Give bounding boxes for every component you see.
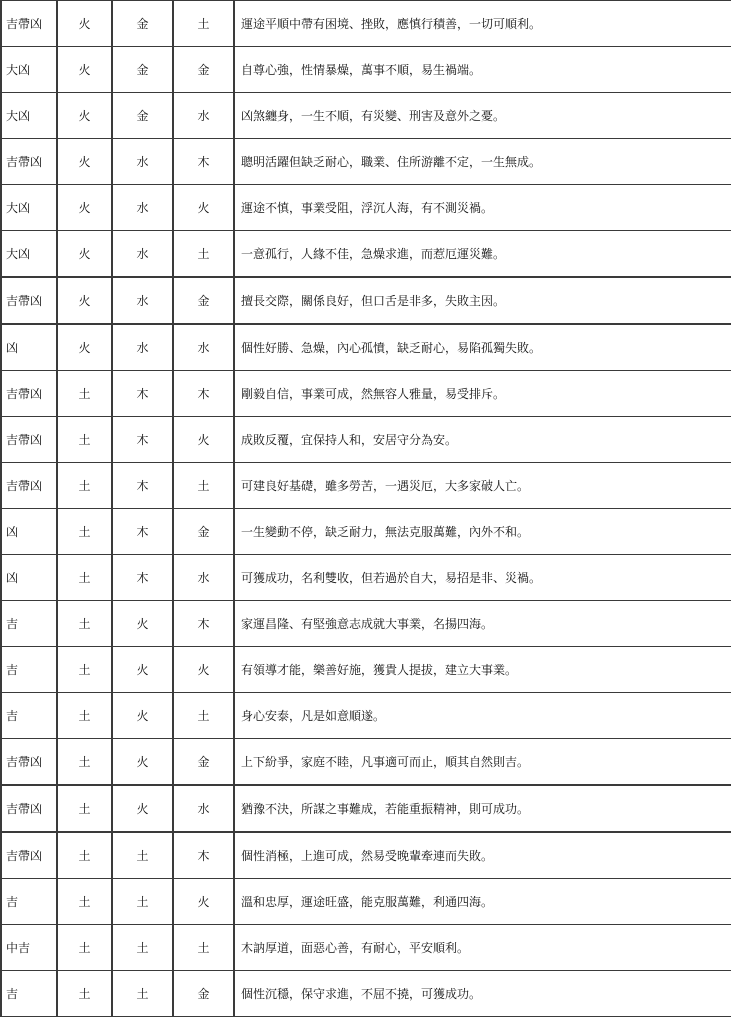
description-cell: 凶煞纏身，一生不順，有災變、刑害及意外之憂。 <box>234 93 731 139</box>
element-3-cell: 火 <box>173 879 234 925</box>
description-cell: 上下紛爭，家庭不睦，凡事適可而止，順其自然則吉。 <box>234 739 731 786</box>
element-2-cell: 木 <box>112 371 173 417</box>
verdict-cell: 吉帶凶 <box>1 785 57 832</box>
element-1-cell: 土 <box>57 832 112 879</box>
verdict-cell: 吉帶凶 <box>1 463 57 509</box>
description-cell: 一意孤行，人緣不佳，急燥求進，而惹厄運災難。 <box>234 231 731 278</box>
verdict-cell: 吉帶凶 <box>1 139 57 185</box>
element-1-cell: 土 <box>57 555 112 601</box>
description-cell: 成敗反覆，宜保持人和，安居守分為安。 <box>234 417 731 463</box>
verdict-cell: 中吉 <box>1 925 57 971</box>
element-2-cell: 金 <box>112 93 173 139</box>
element-2-cell: 土 <box>112 925 173 971</box>
fortune-table-body <box>1 1 731 1017</box>
table-row <box>1 647 731 693</box>
element-3-cell: 火 <box>173 417 234 463</box>
verdict-cell: 吉 <box>1 647 57 693</box>
table-row <box>1 1 731 47</box>
element-2-cell: 金 <box>112 1 173 47</box>
element-1-cell: 火 <box>57 139 112 185</box>
element-3-cell: 木 <box>173 601 234 647</box>
element-2-cell: 金 <box>112 47 173 93</box>
table-row <box>1 277 731 324</box>
element-2-cell: 木 <box>112 555 173 601</box>
element-2-cell: 土 <box>112 971 173 1017</box>
verdict-cell: 大凶 <box>1 93 57 139</box>
table-row <box>1 879 731 925</box>
element-3-cell: 水 <box>173 785 234 832</box>
element-1-cell: 土 <box>57 371 112 417</box>
element-3-cell: 土 <box>173 231 234 278</box>
element-1-cell: 土 <box>57 785 112 832</box>
verdict-cell: 大凶 <box>1 231 57 278</box>
element-2-cell: 土 <box>112 832 173 879</box>
element-3-cell: 水 <box>173 324 234 371</box>
element-2-cell: 火 <box>112 693 173 739</box>
description-cell: 身心安泰，凡是如意順遂。 <box>234 693 731 739</box>
table-row <box>1 739 731 786</box>
element-2-cell: 火 <box>112 785 173 832</box>
element-3-cell: 水 <box>173 555 234 601</box>
table-row <box>1 555 731 601</box>
table-row <box>1 601 731 647</box>
element-2-cell: 水 <box>112 324 173 371</box>
table-row <box>1 925 731 971</box>
verdict-cell: 吉帶凶 <box>1 371 57 417</box>
description-cell: 有領導才能，樂善好施，獲貴人提拔，建立大事業。 <box>234 647 731 693</box>
element-1-cell: 土 <box>57 463 112 509</box>
element-3-cell: 水 <box>173 93 234 139</box>
verdict-cell: 吉帶凶 <box>1 417 57 463</box>
verdict-cell: 吉 <box>1 971 57 1017</box>
element-3-cell: 土 <box>173 1 234 47</box>
table-row <box>1 832 731 879</box>
description-cell: 溫和忠厚，運途旺盛，能克服萬難，利通四海。 <box>234 879 731 925</box>
element-2-cell: 火 <box>112 601 173 647</box>
element-1-cell: 火 <box>57 277 112 324</box>
description-cell: 可建良好基礎，雖多勞苦，一遇災厄，大多家破人亡。 <box>234 463 731 509</box>
element-1-cell: 土 <box>57 417 112 463</box>
element-1-cell: 火 <box>57 1 112 47</box>
table-row <box>1 509 731 555</box>
table-row <box>1 185 731 231</box>
element-2-cell: 水 <box>112 185 173 231</box>
verdict-cell: 大凶 <box>1 185 57 231</box>
element-3-cell: 金 <box>173 739 234 786</box>
table-row <box>1 139 731 185</box>
description-cell: 運途平順中帶有困境、挫敗，應慎行積善，一切可順利。 <box>234 1 731 47</box>
element-1-cell: 火 <box>57 231 112 278</box>
description-cell: 個性消極，上進可成，然易受晚輩牽連而失敗。 <box>234 832 731 879</box>
element-2-cell: 木 <box>112 509 173 555</box>
element-3-cell: 木 <box>173 832 234 879</box>
verdict-cell: 凶 <box>1 509 57 555</box>
verdict-cell: 吉帶凶 <box>1 277 57 324</box>
table-row <box>1 231 731 278</box>
element-1-cell: 土 <box>57 925 112 971</box>
element-3-cell: 木 <box>173 139 234 185</box>
table-row <box>1 371 731 417</box>
description-cell: 運途不慎，事業受阻，浮沉人海，有不測災禍。 <box>234 185 731 231</box>
table-row <box>1 324 731 371</box>
verdict-cell: 吉帶凶 <box>1 739 57 786</box>
verdict-cell: 大凶 <box>1 47 57 93</box>
description-cell: 一生變動不停，缺乏耐力，無法克服萬難，內外不和。 <box>234 509 731 555</box>
element-1-cell: 土 <box>57 601 112 647</box>
element-3-cell: 火 <box>173 185 234 231</box>
verdict-cell: 吉 <box>1 693 57 739</box>
element-1-cell: 土 <box>57 879 112 925</box>
table-row <box>1 93 731 139</box>
element-3-cell: 金 <box>173 277 234 324</box>
table-row <box>1 785 731 832</box>
element-3-cell: 金 <box>173 509 234 555</box>
table-row <box>1 971 731 1017</box>
element-1-cell: 火 <box>57 93 112 139</box>
element-1-cell: 土 <box>57 509 112 555</box>
table-row <box>1 417 731 463</box>
table-row <box>1 463 731 509</box>
verdict-cell: 吉 <box>1 601 57 647</box>
verdict-cell: 吉帶凶 <box>1 1 57 47</box>
verdict-cell: 吉帶凶 <box>1 832 57 879</box>
element-1-cell: 土 <box>57 693 112 739</box>
description-cell: 擅長交際，關係良好，但口舌是非多，失敗主因。 <box>234 277 731 324</box>
element-2-cell: 火 <box>112 647 173 693</box>
verdict-cell: 凶 <box>1 324 57 371</box>
element-3-cell: 金 <box>173 47 234 93</box>
table-row <box>1 693 731 739</box>
element-2-cell: 火 <box>112 739 173 786</box>
verdict-cell: 吉 <box>1 879 57 925</box>
element-3-cell: 木 <box>173 371 234 417</box>
element-3-cell: 土 <box>173 925 234 971</box>
element-3-cell: 火 <box>173 647 234 693</box>
verdict-cell: 凶 <box>1 555 57 601</box>
element-2-cell: 水 <box>112 277 173 324</box>
description-cell: 聰明活躍但缺乏耐心，職業、住所游離不定，一生無成。 <box>234 139 731 185</box>
element-2-cell: 土 <box>112 879 173 925</box>
element-1-cell: 火 <box>57 47 112 93</box>
description-cell: 剛毅自信，事業可成，然無容人雅量，易受排斥。 <box>234 371 731 417</box>
description-cell: 猶豫不決，所謀之事難成，若能重振精神，則可成功。 <box>234 785 731 832</box>
element-2-cell: 木 <box>112 463 173 509</box>
description-cell: 木訥厚道，面惡心善，有耐心，平安順利。 <box>234 925 731 971</box>
element-1-cell: 火 <box>57 185 112 231</box>
description-cell: 自尊心強，性情暴燥，萬事不順，易生禍端。 <box>234 47 731 93</box>
element-1-cell: 土 <box>57 971 112 1017</box>
element-2-cell: 水 <box>112 231 173 278</box>
element-1-cell: 土 <box>57 739 112 786</box>
element-2-cell: 木 <box>112 417 173 463</box>
element-3-cell: 金 <box>173 971 234 1017</box>
table-row <box>1 47 731 93</box>
element-1-cell: 土 <box>57 647 112 693</box>
description-cell: 個性沉穩，保守求進，不屈不撓，可獲成功。 <box>234 971 731 1017</box>
element-2-cell: 水 <box>112 139 173 185</box>
description-cell: 可獲成功，名利雙收，但若過於自大，易招是非、災禍。 <box>234 555 731 601</box>
element-3-cell: 土 <box>173 693 234 739</box>
description-cell: 個性好勝、急燥，內心孤憤，缺乏耐心，易陷孤獨失敗。 <box>234 324 731 371</box>
description-cell: 家運昌隆、有堅強意志成就大事業，名揚四海。 <box>234 601 731 647</box>
element-3-cell: 土 <box>173 463 234 509</box>
element-1-cell: 火 <box>57 324 112 371</box>
